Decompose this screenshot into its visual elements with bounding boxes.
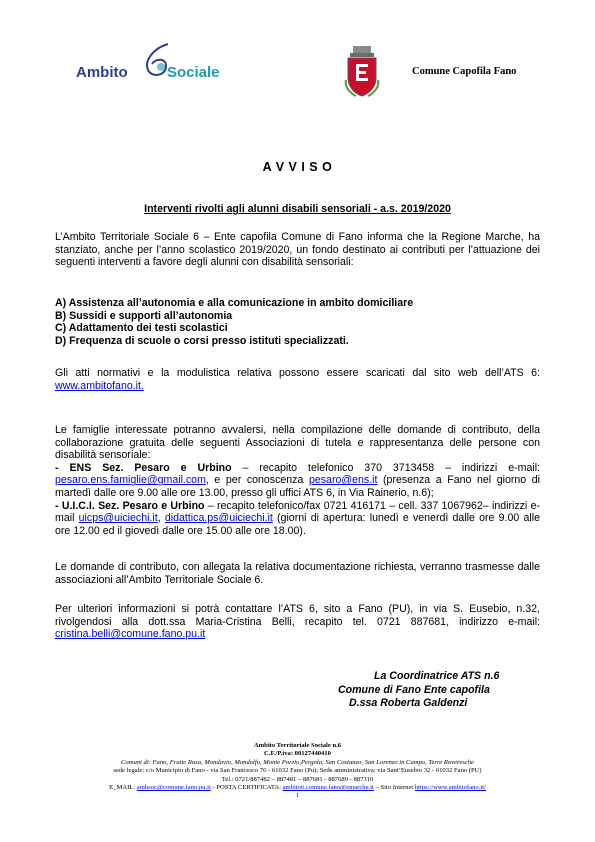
ens-email-link[interactable]: pesaro@ens.it <box>308 474 378 487</box>
footer-line: sede legale: c/o Municipio di Fano - via San Francesco 76 - 61032 Fano (Pu); Sede amministrativa: via Sant’Eusebio 32 - 61032 Fano (PU) <box>113 767 482 775</box>
uici-text: – recapito telefonico/fax 0721 416171 – cell. 337 1067962– indirizzi e-mail <box>55 499 540 525</box>
ens-text: – recapito telefonico 370 3713458 – indirizzi e-mail: <box>231 461 540 474</box>
list-item: C) Adattamento dei testi scolastici <box>55 322 228 335</box>
ens-text: (presenza a Fano nel giorno di martedì dalle ore 9.00 alle ore 13.00, presso gli uffici ATS 6, in Via Rainerio, n.6); <box>55 474 540 499</box>
uici-email-link[interactable]: didattica.ps@uiciechi.it <box>164 512 273 525</box>
footer-line: C.F./P.iva: 00127440410 <box>264 750 331 758</box>
list-item: A) Assistenza all’autonomia e alla comunicazione in ambito domiciliare <box>55 297 414 309</box>
signature-line: Comune di Fano Ente capofila <box>338 683 490 696</box>
intro-paragraph: L’Ambito Territoriale Sociale 6 – Ente capofila Comune di Fano informa che la Regione Marche, ha stanziato, anche per l’anno scolastico 2019/2020, un fondo destinato ai contributi per l’attuazione dei seguenti interventi a favore degli alunni con disabilità sensoriali: <box>55 231 540 269</box>
signature-line: D.ssa Roberta Galdenzi <box>349 697 468 709</box>
ambitofano-link[interactable]: www.ambitofano.it. <box>55 379 144 392</box>
list-item: B) Sussidi e supporti all’autonomia <box>55 309 233 322</box>
uici-label: - U.I.C.I. Sez. Pesaro e Urbino <box>55 499 205 512</box>
ens-label: - ENS Sez. Pesaro e Urbino <box>55 461 232 474</box>
signature-block <box>330 670 520 711</box>
download-text: Gli atti normativi e la modulistica relativa possono essere scaricati dal sito web dell’ATS 6: <box>55 367 540 379</box>
uici-email-link[interactable]: uicps@uiciechi.it <box>78 512 158 525</box>
footer-line: Comuni di: Fano, Fratte Rosa, Mondavio, Mondolfo, Monte Porzio,Pergola, San Costanzo, San Lorenzo in Campo, Terre Roveresche <box>121 758 474 766</box>
logo-word-ambito: Ambito <box>76 64 128 81</box>
info-text: Per ulteriori informazioni si potrà contattare l’ATS 6, sito a Fano (PU), in via S. Eusebio, n.32, rivolgendosi alla dott.ssa Maria-Cristina Belli, recapito tel. 0721 887681, indirizzo e-mail: <box>55 603 540 628</box>
uici-text: (giorni di apertura: lunedì e venerdì dalle ore 9.00 alle ore 12.00 ed il giovedì dalle ore 15.00 alle ore 18.00). <box>55 512 540 537</box>
logo-word-sociale: Sociale <box>167 64 220 81</box>
uici-text: , <box>157 512 165 525</box>
logo-number <box>142 54 143 55</box>
footer-line: Ambito Territoriale Sociale n.6 <box>253 742 342 749</box>
families-paragraph <box>55 424 540 537</box>
page-number: 1 <box>295 792 300 800</box>
footer-email-link[interactable]: ambsoc@comune.fano.pu.it <box>136 784 211 792</box>
interventions-list <box>55 297 540 347</box>
ens-text: , e per conoscenza <box>205 474 309 487</box>
footer-pec-link[interactable]: ambito6.comune.fano@emarche.it <box>282 784 374 792</box>
domande-paragraph: Le domande di contributo, con allegata la relativa documentazione richiesta, verranno trasmesse dalle associazioni all’Ambito Territoriale Sociale 6. <box>55 561 540 586</box>
footer-text: E_MAIL: <box>109 784 137 792</box>
footer-text: - POSTA CERTIFICATA: <box>210 784 283 792</box>
footer-contacts <box>0 784 595 792</box>
ens-email-link[interactable]: pesaro.ens.famiglie@gmail.com <box>55 474 206 487</box>
comune-capofila-label: Comune Capofila Fano <box>412 66 517 77</box>
footer-text: – Sito Internet <box>373 784 415 792</box>
page-title: A V V I S O <box>262 160 333 174</box>
footer-line: Tel.: 0721/887482 – 887481 – 887681 - 887689 - 887310 <box>221 775 374 783</box>
download-paragraph <box>55 367 540 392</box>
belli-email-link[interactable]: cristina.belli@comune.fano.pu.it <box>55 628 206 641</box>
signature-line: La Coordinatrice ATS n.6 <box>374 670 500 682</box>
ambito-logo <box>76 40 236 88</box>
families-text: Le famiglie interessate potranno avvalersi, nella compilazione delle domande di contributo, della collaborazione gratuita delle seguenti Associazioni di tutela e rappresentanza delle persone con disabilità sensoriale: <box>55 424 540 462</box>
list-item: D) Frequenza di scuole o corsi presso istituti specializzati. <box>55 334 349 347</box>
comune-fano-shield-icon <box>344 44 380 98</box>
footer-site-link[interactable]: https://www.ambitofano.it/ <box>414 784 486 792</box>
page-subtitle: Interventi rivolti agli alunni disabili sensoriali - a.s. 2019/2020 <box>144 203 451 215</box>
info-paragraph <box>55 603 540 641</box>
footer <box>0 742 595 801</box>
